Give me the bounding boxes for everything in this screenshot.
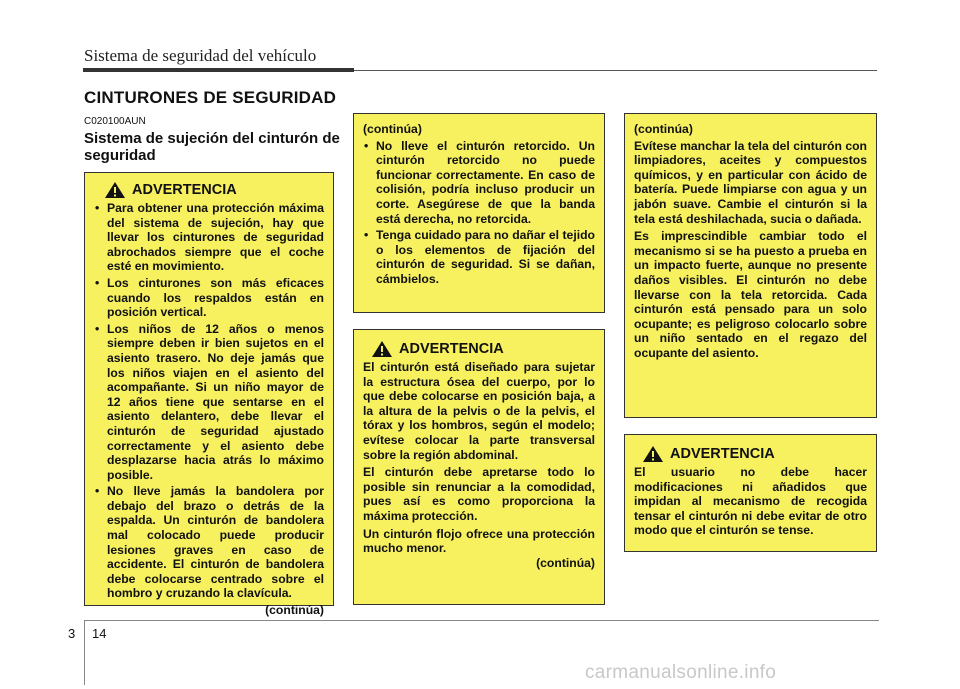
continued-list xyxy=(363,139,595,287)
warning-paragraph: El usuario no debe hacer modificaciones ni añadidos que impidan al mecanismo de recogida tensar el cinturón ni debe evitar de otro modo que el cinturón se tense. xyxy=(634,465,867,538)
continued-box-belt-cleaning xyxy=(624,113,877,418)
watermark: carmanualsonline.info xyxy=(585,662,777,683)
page-number: 14 xyxy=(92,626,107,641)
continued-box-seatbelt-care xyxy=(353,113,605,313)
warning-triangle-icon xyxy=(642,445,664,463)
document-code: C020100AUN xyxy=(84,116,146,127)
continue-note: (continúa) xyxy=(265,603,324,618)
warning-box-no-modifications xyxy=(624,434,877,552)
section-title: CINTURONES DE SEGURIDAD xyxy=(84,88,337,107)
warning-heading-label: ADVERTENCIA xyxy=(670,445,775,462)
warning-heading xyxy=(371,340,595,358)
warning-list xyxy=(94,201,324,601)
header-rule xyxy=(83,68,354,72)
warning-paragraph: Un cinturón flojo ofrece una protección mucho menor. xyxy=(363,526,595,556)
list-item: • Los niños de 12 años o menos siempre deben ir bien sujetos en el asiento trasero. No deje jamás que los niños viajen en el asiento del acompañante. Si un niño mayor de 12 años tiene que sentarse en el asiento delantero, debe llevar el cinturón de seguridad ajustado correctamente y el asiento debe desplazarse hacia atrás lo máximo posible. xyxy=(94,322,324,483)
warning-box-belt-position xyxy=(353,329,605,605)
footer-rule xyxy=(84,620,879,621)
warning-heading xyxy=(104,181,324,199)
body-paragraph: Evítese manchar la tela del cinturón con limpiadores, aceites y compuestos químicos, y en particular con ácido de batería. Puede limpiarse con agua y un jabón suave. Cambie el cinturón si la tela está deshilachada, sucia o dañada. xyxy=(634,138,867,226)
header-rule-thin xyxy=(354,70,877,71)
warning-heading xyxy=(642,445,867,463)
continued-note: (continúa) xyxy=(634,122,693,136)
list-item: • No lleve jamás la bandolera por debajo del brazo o detrás de la espalda. Un cinturón de bandolera mal colocado puede producir lesiones graves en caso de accidente. El cinturón de bandolera debe colocarse centrado sobre el hombro y cruzando la clavícula. xyxy=(94,484,324,601)
warning-heading-label: ADVERTENCIA xyxy=(132,181,237,198)
header-title: Sistema de seguridad del vehículo xyxy=(84,46,317,65)
warning-paragraph: El cinturón está diseñado para sujetar la estructura ósea del cuerpo, por lo que debe colocarse en posición baja, a la altura de la pelvis o de la pelvis, el tórax y los hombros, según el modelo; evítese colocar la parte transversal sobre la región abdominal. xyxy=(363,360,595,462)
warning-heading-label: ADVERTENCIA xyxy=(399,340,504,357)
body-paragraph: Es imprescindible cambiar todo el mecanismo si se ha puesto a prueba en un impacto fuerte, aunque no presente daños visibles. El cinturón no debe llevarse con la tela retorcida. Cada cinturón está pensado para un solo ocupante; es peligroso colocarlo sobre un niño sentado en el regazo del ocupante del asiento. xyxy=(634,229,867,360)
subsection-title: Sistema de sujeción del cinturón de seguridad xyxy=(84,130,340,164)
list-item: • Para obtener una protección máxima del sistema de sujeción, hay que llevar los cinturones de seguridad abrochados siempre que el coche esté en movimiento. xyxy=(94,201,324,274)
list-item: • Los cinturones son más eficaces cuando los respaldos están en posición vertical. xyxy=(94,276,324,320)
continued-note: (continúa) xyxy=(363,122,422,136)
list-item: • No lleve el cinturón retorcido. Un cinturón retorcido no puede funcionar correctamente. En caso de colisión, podría incluso producir un corte. Asegúrese de que la banda está derecha, no retorcida. xyxy=(363,139,595,227)
continue-note: (continúa) xyxy=(536,555,595,570)
warning-box-seatbelt-usage xyxy=(84,172,334,618)
warning-triangle-icon xyxy=(104,181,126,199)
footer-divider xyxy=(84,620,85,685)
warning-triangle-icon xyxy=(371,340,393,358)
list-item: • Tenga cuidado para no dañar el tejido o los elementos de fijación del cinturón de seguridad. Si se dañan, cámbielos. xyxy=(363,228,595,286)
warning-paragraph: El cinturón debe apretarse todo lo posible sin renunciar a la comodidad, pues así es como proporciona la máxima protección. xyxy=(363,465,595,523)
chapter-number: 3 xyxy=(68,626,76,641)
